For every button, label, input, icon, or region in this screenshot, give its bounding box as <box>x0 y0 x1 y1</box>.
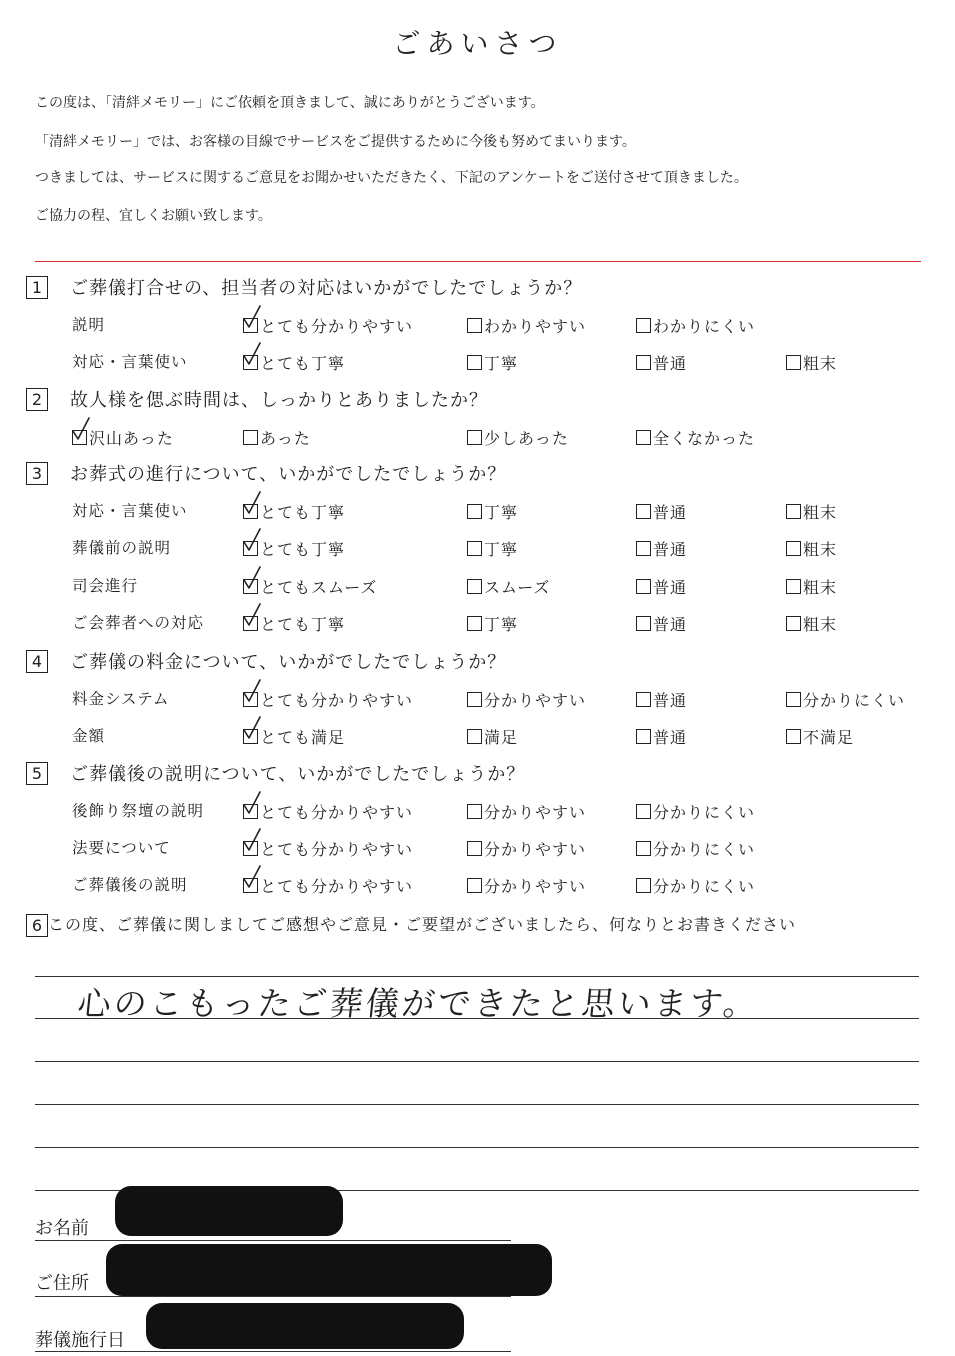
option-label: 分かりにくい <box>803 691 906 710</box>
option-label: とても丁寧 <box>260 540 346 559</box>
survey-option[interactable] <box>243 612 345 635</box>
survey-option[interactable] <box>467 688 586 711</box>
survey-option[interactable] <box>243 688 413 711</box>
survey-option[interactable] <box>72 426 174 449</box>
survey-option[interactable] <box>243 575 377 598</box>
checkbox[interactable] <box>467 692 482 707</box>
option-label: とても分かりやすい <box>260 803 414 822</box>
option-label: 分かりやすい <box>484 803 587 822</box>
checkbox[interactable] <box>636 355 651 370</box>
checkbox[interactable] <box>636 579 651 594</box>
option-label: 丁寧 <box>484 540 519 559</box>
checkbox[interactable] <box>786 616 801 631</box>
row-label: 法要について <box>72 839 171 857</box>
option-label: 粗末 <box>803 540 838 559</box>
checkbox[interactable] <box>636 504 651 519</box>
redaction-block <box>115 1186 343 1236</box>
option-label: とても分かりやすい <box>260 877 414 896</box>
option-label: とても丁寧 <box>260 354 346 373</box>
survey-option[interactable] <box>636 426 755 449</box>
survey-option[interactable] <box>243 351 345 374</box>
option-label: とても満足 <box>260 728 346 747</box>
checkmark-icon <box>242 491 262 517</box>
checkbox[interactable] <box>636 616 651 631</box>
date-label: 葬儀施行日 <box>35 1330 125 1351</box>
page-title: ごあいさつ <box>392 27 563 60</box>
date-field-line <box>35 1351 511 1352</box>
option-label: 分かりやすい <box>484 877 587 896</box>
question-number: 6 <box>26 914 48 937</box>
checkbox[interactable] <box>786 692 801 707</box>
intro-line: つきましては、サービスに関するご意見をお聞かせいただきたく、下記のアンケートをご送付させて頂きました。 <box>35 170 748 186</box>
option-label: 粗末 <box>803 354 838 373</box>
checkbox[interactable] <box>636 729 651 744</box>
question-text: ご葬儀打合せの、担当者の対応はいかがでしたでしょうか？ <box>70 278 583 299</box>
option-label: わかりにくい <box>653 317 756 336</box>
survey-option[interactable] <box>786 725 854 748</box>
option-label: とても分かりやすい <box>260 840 414 859</box>
checkbox[interactable] <box>243 616 258 631</box>
survey-option[interactable] <box>636 725 687 748</box>
option-label: 少しあった <box>484 429 569 448</box>
survey-option[interactable] <box>467 500 518 523</box>
comment-line <box>35 1104 919 1105</box>
survey-option[interactable] <box>243 837 413 860</box>
checkmark-icon <box>71 417 91 443</box>
checkbox[interactable] <box>243 504 258 519</box>
survey-option[interactable] <box>243 426 311 449</box>
question-text: ご葬儀の料金について、いかがでしたでしょうか？ <box>70 652 507 673</box>
checkmark-icon <box>242 342 262 368</box>
checkbox[interactable] <box>72 430 87 445</box>
option-label: 丁寧 <box>484 503 519 522</box>
checkbox[interactable] <box>467 430 482 445</box>
option-label: 分かりやすい <box>484 840 587 859</box>
survey-option[interactable] <box>636 314 755 337</box>
survey-option[interactable] <box>467 800 586 823</box>
option-label: とても分かりやすい <box>260 691 414 710</box>
checkbox[interactable] <box>636 878 651 893</box>
checkbox[interactable] <box>636 692 651 707</box>
option-label: 普通 <box>653 540 688 559</box>
survey-option[interactable] <box>467 314 586 337</box>
checkbox[interactable] <box>636 804 651 819</box>
question-number: 4 <box>26 650 48 673</box>
survey-option[interactable] <box>243 800 413 823</box>
checkmark-icon <box>242 865 262 891</box>
intro-line: 「清絆メモリー」では、お客様の目線でサービスをご提供するために今後も努めてまいります。 <box>35 134 636 150</box>
question-text: この度、ご葬儀に関しましてご感想やご意見・ご要望がございましたら、何なりとお書きください <box>48 915 797 934</box>
survey-option[interactable] <box>243 874 413 897</box>
option-label: とても丁寧 <box>260 615 346 634</box>
redaction-block <box>106 1244 552 1296</box>
checkbox[interactable] <box>636 841 651 856</box>
checkbox[interactable] <box>243 541 258 556</box>
row-label: ご葬儀後の説明 <box>72 876 188 894</box>
checkbox[interactable] <box>467 616 482 631</box>
red-divider <box>35 261 921 262</box>
intro-line: この度は、「清絆メモリー」にご依頼を頂きまして、誠にありがとうございます。 <box>35 95 545 111</box>
survey-option[interactable] <box>786 688 905 711</box>
option-label: 満足 <box>484 728 519 747</box>
checkmark-icon <box>242 716 262 742</box>
survey-option[interactable] <box>243 314 413 337</box>
address-field-line <box>35 1296 511 1297</box>
checkbox[interactable] <box>243 355 258 370</box>
row-label: 料金システム <box>72 690 170 708</box>
address-label: ご住所 <box>35 1273 89 1294</box>
checkmark-icon <box>242 528 262 554</box>
survey-option[interactable] <box>467 837 586 860</box>
intro-line: ご協力の程、宜しくお願い致します。 <box>35 208 272 224</box>
option-label: 普通 <box>653 578 688 597</box>
survey-option[interactable] <box>243 725 345 748</box>
checkmark-icon <box>242 679 262 705</box>
checkbox[interactable] <box>243 318 258 333</box>
row-label: ご会葬者への対応 <box>72 614 205 632</box>
survey-option[interactable] <box>636 874 755 897</box>
checkbox[interactable] <box>467 804 482 819</box>
checkmark-icon <box>242 791 262 817</box>
question-text: お葬式の進行について、いかがでしたでしょうか？ <box>70 464 507 485</box>
comment-line <box>35 1061 919 1062</box>
checkbox[interactable] <box>786 541 801 556</box>
survey-option[interactable] <box>636 351 687 374</box>
name-field-line <box>35 1240 511 1241</box>
checkbox[interactable] <box>786 355 801 370</box>
question-text: 故人様を偲ぶ時間は、しっかりとありましたか？ <box>70 390 488 411</box>
survey-option[interactable] <box>786 500 837 523</box>
option-label: 普通 <box>653 503 688 522</box>
question-text: ご葬儀後の説明について、いかがでしたでしょうか？ <box>70 764 526 785</box>
option-label: あった <box>260 429 311 448</box>
option-label: 分かりにくい <box>653 877 756 896</box>
row-label: 説明 <box>72 316 106 334</box>
survey-option[interactable] <box>467 612 518 635</box>
survey-option[interactable] <box>636 575 687 598</box>
option-label: 不満足 <box>803 728 855 747</box>
option-label: 分かりやすい <box>484 691 587 710</box>
question-number: 2 <box>26 388 48 411</box>
redaction-block <box>146 1303 464 1349</box>
option-label: 丁寧 <box>484 354 519 373</box>
option-label: 全くなかった <box>653 429 756 448</box>
checkbox[interactable] <box>243 430 258 445</box>
option-label: 普通 <box>653 728 688 747</box>
checkbox[interactable] <box>467 579 482 594</box>
checkbox[interactable] <box>467 878 482 893</box>
option-label: 分かりにくい <box>653 803 756 822</box>
checkbox[interactable] <box>467 729 482 744</box>
survey-option[interactable] <box>786 537 837 560</box>
checkbox[interactable] <box>243 729 258 744</box>
survey-option[interactable] <box>636 837 755 860</box>
checkbox[interactable] <box>467 841 482 856</box>
checkbox[interactable] <box>636 541 651 556</box>
option-label: とても分かりやすい <box>260 317 414 336</box>
question-number: 5 <box>26 762 48 785</box>
option-label: わかりやすい <box>484 317 587 336</box>
checkbox[interactable] <box>786 504 801 519</box>
checkbox[interactable] <box>636 318 651 333</box>
row-label: 後飾り祭壇の説明 <box>72 802 205 820</box>
survey-option[interactable] <box>467 575 550 598</box>
checkbox[interactable] <box>467 355 482 370</box>
option-label: 粗末 <box>803 615 838 634</box>
survey-option[interactable] <box>467 537 518 560</box>
question-number: 1 <box>26 276 48 299</box>
survey-option[interactable] <box>467 874 586 897</box>
row-label: 対応・言葉使い <box>72 353 188 371</box>
option-label: 粗末 <box>803 503 838 522</box>
name-label: お名前 <box>35 1218 89 1239</box>
row-label: 司会進行 <box>72 577 139 595</box>
checkbox[interactable] <box>467 318 482 333</box>
option-label: 丁寧 <box>484 615 519 634</box>
option-label: 普通 <box>653 354 688 373</box>
option-label: 粗末 <box>803 578 838 597</box>
checkbox[interactable] <box>636 430 651 445</box>
survey-option[interactable] <box>636 537 687 560</box>
comment-line <box>35 1147 919 1148</box>
survey-option[interactable] <box>467 426 569 449</box>
survey-option[interactable] <box>636 612 687 635</box>
option-label: 普通 <box>653 615 688 634</box>
checkbox[interactable] <box>243 841 258 856</box>
option-label: スムーズ <box>484 578 551 597</box>
option-label: 沢山あった <box>89 429 174 448</box>
survey-option[interactable] <box>636 500 687 523</box>
checkmark-icon <box>242 305 262 331</box>
survey-option[interactable] <box>786 612 837 635</box>
checkbox[interactable] <box>243 804 258 819</box>
checkbox[interactable] <box>243 878 258 893</box>
comment-line <box>35 976 919 977</box>
handwritten-comment[interactable]: 心のこもったご葬儀ができたと思います。 <box>75 984 762 1023</box>
checkmark-icon <box>242 828 262 854</box>
row-label: 対応・言葉使い <box>72 502 188 520</box>
option-label: とてもスムーズ <box>260 578 378 597</box>
survey-option[interactable] <box>467 725 518 748</box>
row-label: 金額 <box>72 727 106 745</box>
checkbox[interactable] <box>243 579 258 594</box>
option-label: とても丁寧 <box>260 503 346 522</box>
checkmark-icon <box>242 603 262 629</box>
option-label: 普通 <box>653 691 688 710</box>
option-label: 分かりにくい <box>653 840 756 859</box>
survey-option[interactable] <box>636 688 687 711</box>
checkbox[interactable] <box>243 692 258 707</box>
row-label: 葬儀前の説明 <box>72 539 172 557</box>
survey-option[interactable] <box>467 351 518 374</box>
survey-option[interactable] <box>786 575 837 598</box>
checkbox[interactable] <box>786 579 801 594</box>
checkmark-icon <box>242 566 262 592</box>
checkbox[interactable] <box>467 504 482 519</box>
question-number: 3 <box>26 462 48 485</box>
checkbox[interactable] <box>467 541 482 556</box>
checkbox[interactable] <box>786 729 801 744</box>
survey-option[interactable] <box>786 351 837 374</box>
survey-option[interactable] <box>243 537 345 560</box>
survey-option[interactable] <box>243 500 345 523</box>
survey-option[interactable] <box>636 800 755 823</box>
